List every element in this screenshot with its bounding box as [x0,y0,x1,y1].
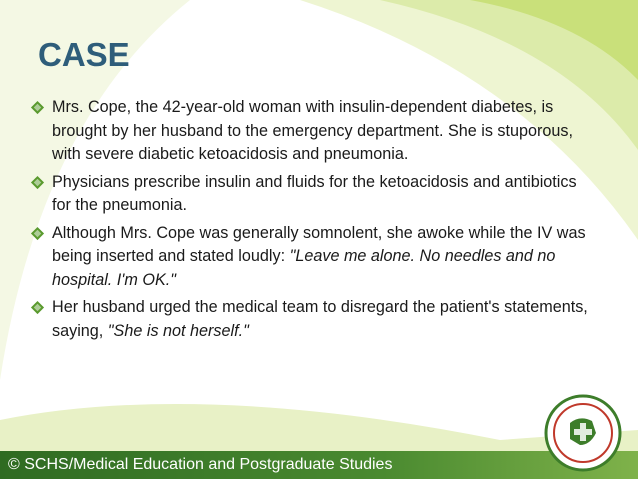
bullet-text: Mrs. Cope, the 42-year-old woman with insulin-dependent diabetes, is brought by her husband to the emergency department. She is stuporous, with severe diabetic ketoacidosis and pneumonia. [52,98,574,163]
diamond-bullet-icon [30,100,45,115]
bullet-item [30,96,590,167]
bullet-item [30,296,590,343]
diamond-bullet-icon [30,175,45,190]
diamond-bullet-icon [30,300,45,315]
bullet-item [30,171,590,218]
bullet-text: Physicians prescribe insulin and fluids for the ketoacidosis and antibiotics for the pneumonia. [52,172,577,214]
bullet-list [30,96,590,347]
bullet-item [30,222,590,293]
bullet-text: Her husband urged the medical team to disregard the patient's statements, saying, [52,298,588,340]
bullet-quote: "She is not herself." [107,321,249,340]
schs-logo-icon [540,393,626,473]
bullet-quote: "Leave me alone. No needles and no hospital. I'm OK." [52,247,556,289]
bullet-text: Although Mrs. Cope was generally somnolent, she awoke while the IV was being inserted and stated loudly: [52,223,586,265]
slide-title: CASE [38,36,130,73]
diamond-bullet-icon [30,226,45,241]
footer-copyright: © SCHS/Medical Education and Postgraduate Studies [8,456,393,473]
